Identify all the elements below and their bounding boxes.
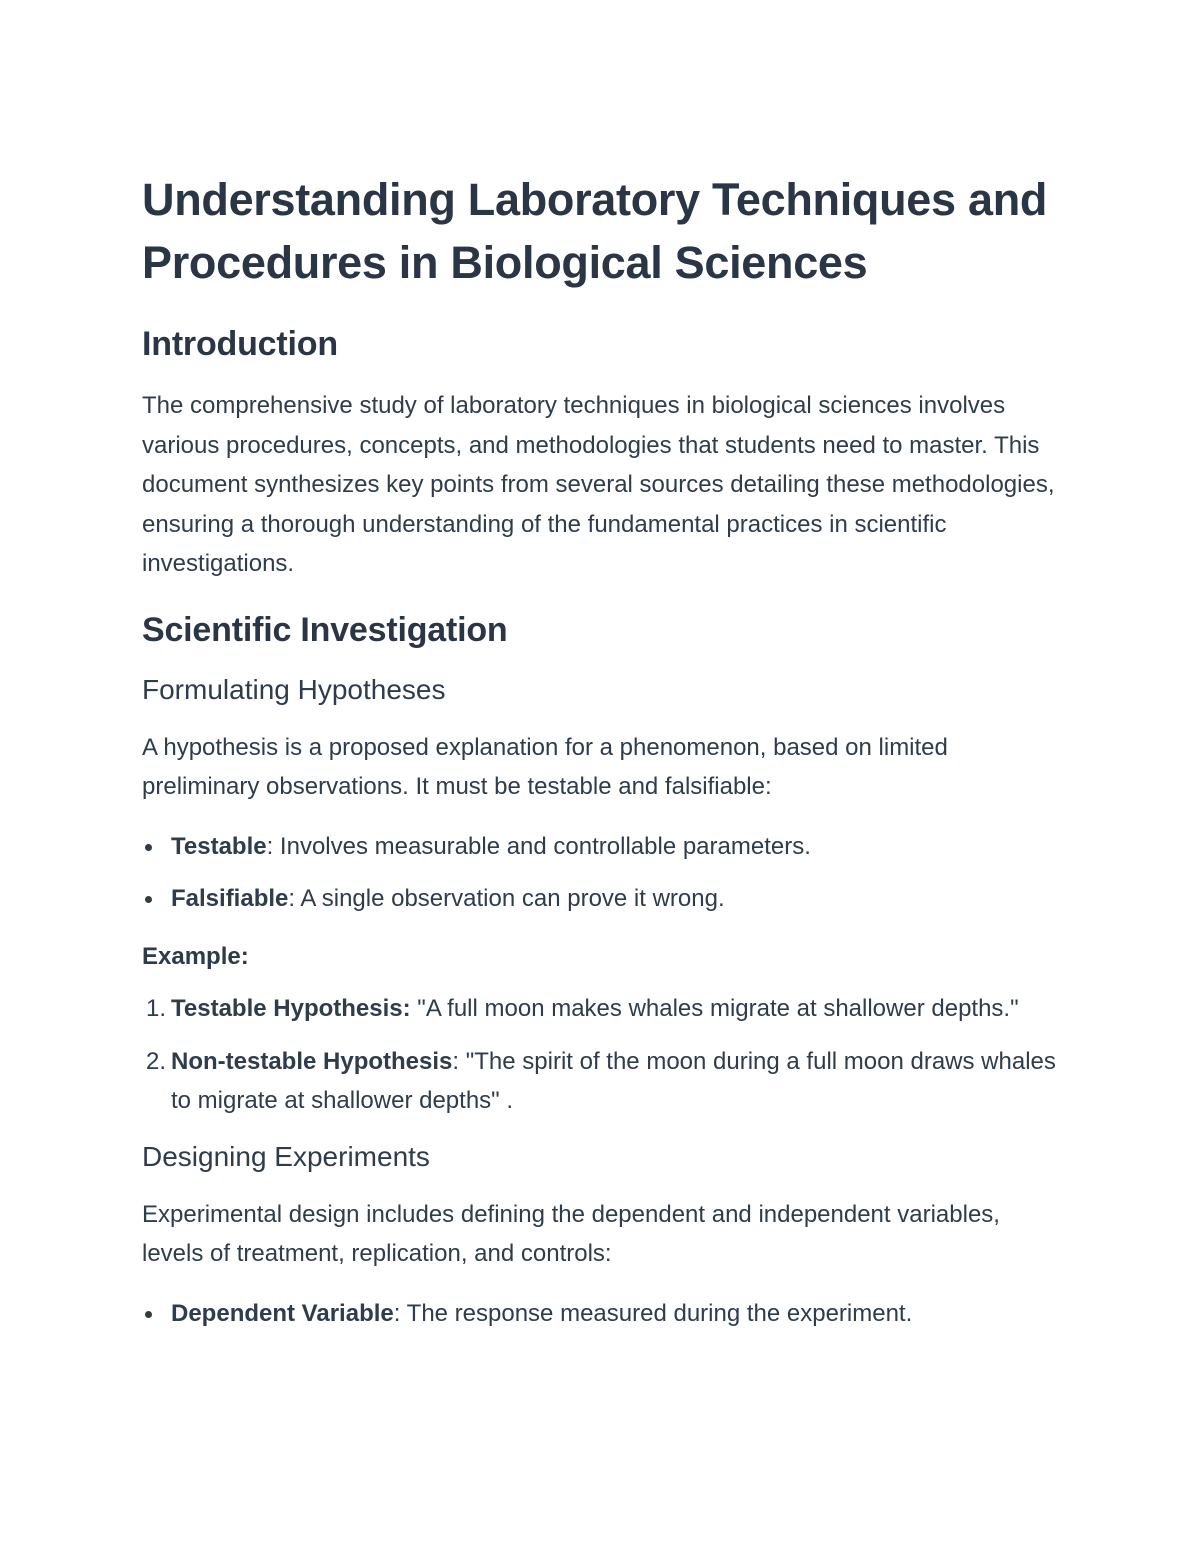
list-item-number: 2. xyxy=(146,1047,167,1075)
list-item-term: Falsifiable xyxy=(171,885,289,912)
bullet-icon xyxy=(145,1311,152,1318)
list-item-text: : Involves measurable and controllable parameters. xyxy=(266,832,811,860)
list-item xyxy=(142,879,1062,919)
list-item-term: Testable xyxy=(171,832,267,860)
list-item-term: Dependent Variable xyxy=(171,1299,394,1327)
hypothesis-criteria-list xyxy=(142,827,1062,919)
introduction-section xyxy=(142,322,1062,584)
variables-list xyxy=(142,1294,1062,1334)
bullet-icon xyxy=(145,844,152,851)
list-item-text: : The response measured during the experiment. xyxy=(393,1299,913,1327)
experiments-paragraph: Experimental design includes defining the dependent and independent variables, levels of treatment, replication, and controls: xyxy=(142,1200,1000,1267)
list-item-text: : "The spirit of the moon during a full moon draws whales to migrate at shallower depths" . xyxy=(171,1047,1056,1114)
list-item xyxy=(142,1294,1062,1334)
scientific-investigation-section xyxy=(142,608,1062,1334)
examples-list xyxy=(142,989,1062,1121)
list-item-term: Non-testable Hypothesis xyxy=(171,1047,453,1075)
bullet-icon xyxy=(145,896,152,903)
introduction-heading: Introduction xyxy=(142,325,338,363)
document-page xyxy=(142,168,1062,1351)
list-item-text: "A full moon makes whales migrate at shallower depths." xyxy=(410,995,1019,1022)
list-item xyxy=(142,989,1062,1029)
list-item xyxy=(142,827,1062,867)
introduction-paragraph: The comprehensive study of laboratory techniques in biological sciences involves various procedures, concepts, and methodologies that students need to master. This document synthesizes key points from several sources detailing these methodologies, ensuring a thorough understanding of the fundamental practices in scientific investigations. xyxy=(142,392,1055,577)
document-title: Understanding Laboratory Techniques and Procedures in Biological Sciences xyxy=(142,174,1048,288)
example-label: Example: xyxy=(142,942,249,970)
list-item-term: Testable Hypothesis: xyxy=(171,995,411,1022)
scientific-investigation-heading: Scientific Investigation xyxy=(142,610,508,649)
hypotheses-paragraph: A hypothesis is a proposed explanation for a phenomenon, based on limited preliminary observations. It must be testable and falsifiable: xyxy=(142,733,948,800)
list-item-number: 1. xyxy=(146,995,167,1022)
designing-experiments-heading: Designing Experiments xyxy=(142,1140,430,1172)
formulating-hypotheses-heading: Formulating Hypotheses xyxy=(142,673,446,705)
list-item xyxy=(142,1042,1062,1121)
list-item-text: : A single observation can prove it wrong. xyxy=(288,885,725,912)
